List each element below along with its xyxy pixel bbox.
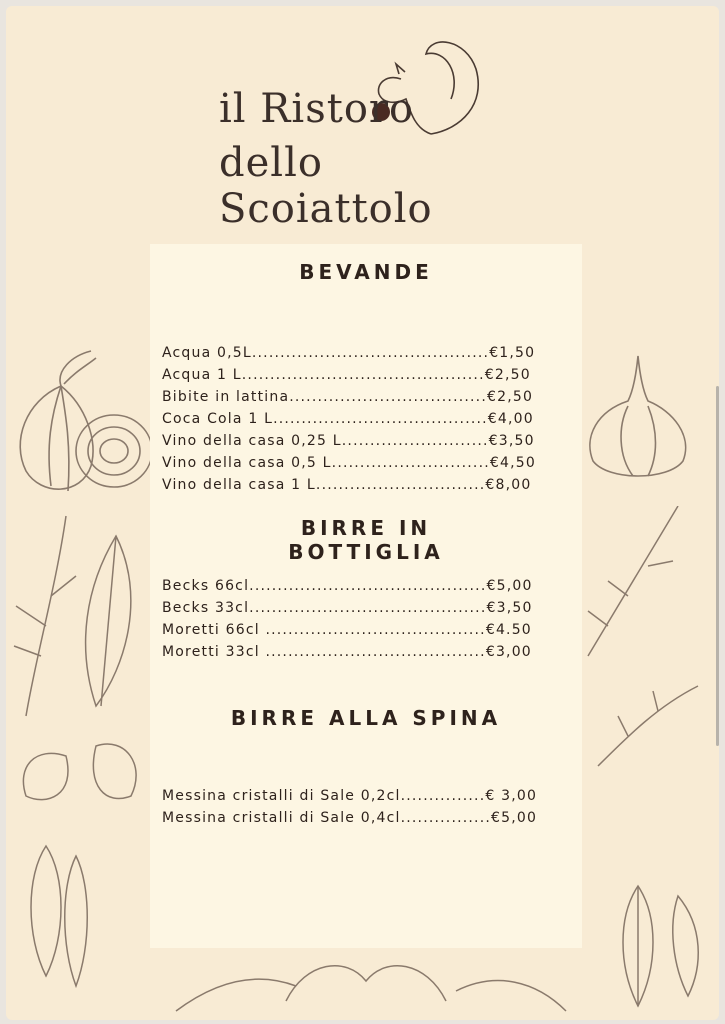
menu-item: Messina cristalli di Sale 0,2cl...............€ 3,00	[162, 788, 538, 804]
section-title-bevande: BEVANDE	[299, 260, 433, 284]
menu-item: Bibite in lattina...................................€2,50	[162, 389, 534, 405]
herbs-right-illustration	[578, 506, 719, 1016]
onion-illustration	[6, 346, 156, 506]
menu-item: Coca Cola 1 L......................................€4,00	[162, 411, 534, 427]
herbs-bottom-illustration	[156, 941, 576, 1020]
section-title-bottiglia-line1: BIRRE IN	[300, 516, 432, 540]
menu-item: Vino della casa 0,25 L..........................€3,50	[162, 433, 535, 449]
menu-item: Moretti 66cl .......................................€4.50	[162, 622, 532, 638]
menu-item: Becks 33cl..........................................€3,50	[162, 600, 533, 616]
menu-page	[6, 6, 719, 1020]
logo-line1: il Ristoro	[219, 86, 415, 132]
menu-item: Moretti 33cl .......................................€3,00	[162, 644, 532, 660]
menu-item: Acqua 1 L...........................................€2,50	[162, 367, 531, 383]
section-title-spina: BIRRE ALLA SPINA	[230, 706, 502, 730]
menu-item: Vino della casa 0,5 L............................€4,50	[162, 455, 536, 471]
restaurant-logo	[211, 34, 521, 232]
scrollbar[interactable]	[716, 386, 719, 746]
garlic-illustration	[578, 346, 698, 486]
menu-item: Vino della casa 1 L..............................€8,00	[162, 477, 532, 493]
menu-item: Acqua 0,5L..........................................€1,50	[162, 345, 536, 361]
menu-item: Becks 66cl..........................................€5,00	[162, 578, 533, 594]
menu-item: Messina cristalli di Sale 0,4cl................€5,00	[162, 810, 538, 826]
menu-panel	[150, 244, 582, 948]
logo-line2: dello Scoiattolo	[219, 140, 433, 232]
herbs-left-illustration	[6, 506, 156, 1016]
section-title-bottiglia-line2: BOTTIGLIA	[288, 540, 444, 564]
